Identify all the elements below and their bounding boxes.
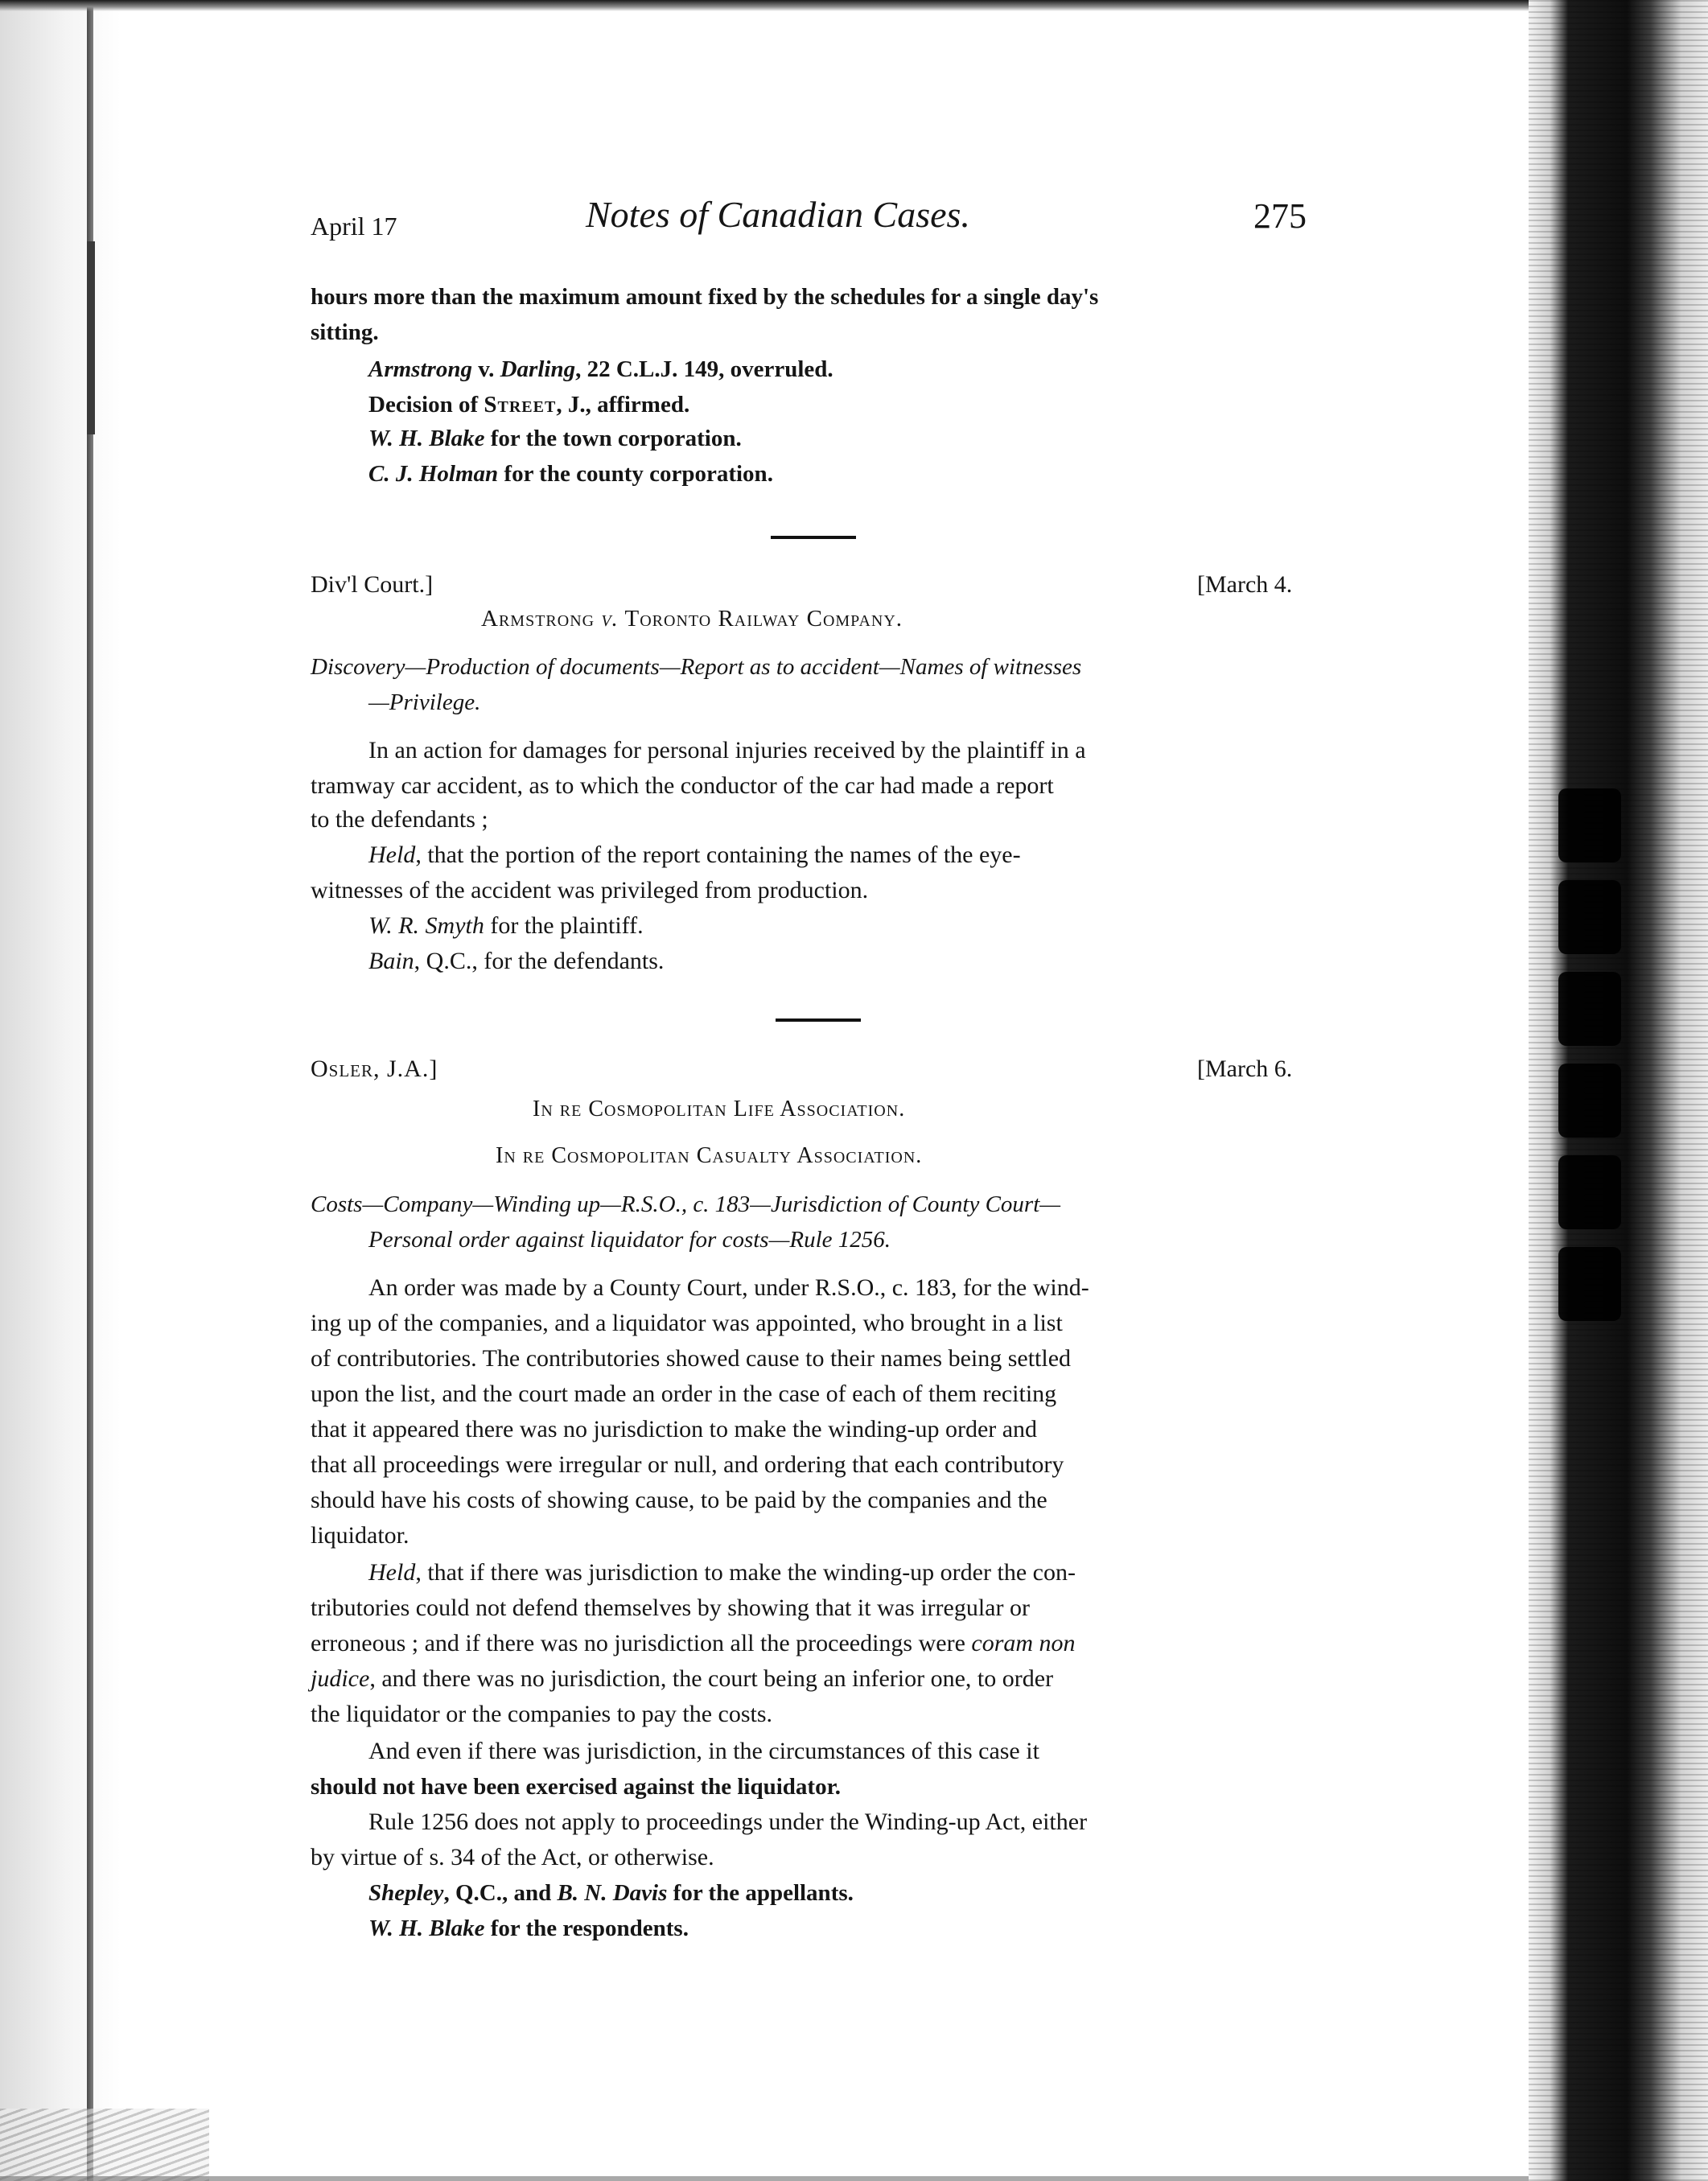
- held-label: Held: [368, 1559, 416, 1586]
- header-date: April 17: [311, 212, 397, 241]
- case3-headnote-line2: Personal order against liquidator for costs—Rule 1256.: [368, 1227, 891, 1253]
- case3-paragraph4-line1: Rule 1256 does not apply to proceedings under the Winding-up Act, either: [368, 1809, 1088, 1835]
- case1-counsel2: C. J. Holman for the county corporation.: [368, 461, 773, 487]
- case3-paragraph1-line: upon the list, and the court made an order in the case of each of them reciting: [311, 1381, 1057, 1407]
- case3-title1: In re Cosmopolitan Life Association.: [533, 1097, 906, 1121]
- spine-lettering-marks: [1541, 788, 1638, 1416]
- case1-counsel1: W. H. Blake for the town corporation.: [368, 426, 742, 451]
- counsel-name: Bain: [368, 948, 414, 974]
- case2-paragraph-line1: In an action for damages for personal injuries received by the plaintiff in a: [368, 737, 1086, 763]
- case-name: Darling: [500, 356, 576, 382]
- case2-held-line1: Held, that the portion of the report containing the names of the eye-: [368, 842, 1021, 868]
- counsel-name: W. H. Blake: [368, 1916, 485, 1941]
- counsel-name: W. H. Blake: [368, 426, 485, 451]
- case2-court: Div'l Court.]: [311, 571, 434, 598]
- case3-held-line5: the liquidator or the companies to pay the costs.: [311, 1701, 773, 1727]
- case2-headnote-line1: Discovery—Production of documents—Report as to accident—Names of witnesses: [311, 654, 1082, 680]
- case3-held-line4: judice, and there was no jurisdiction, the court being an inferior one, to order: [311, 1665, 1054, 1692]
- case2-date: [March 4.: [1197, 571, 1293, 598]
- case1-decision: Decision of Street, J., affirmed.: [368, 392, 690, 418]
- case2-title: Armstrong v. Toronto Railway Company.: [481, 606, 903, 632]
- judge-name: Street: [484, 392, 557, 418]
- scan-top-shadow: [0, 0, 1529, 11]
- case3-held-line1: Held, that if there was jurisdiction to make the winding-up order the con-: [368, 1559, 1076, 1586]
- section-divider: [771, 536, 856, 539]
- counsel-name: Shepley: [368, 1880, 444, 1906]
- case3-paragraph3-line2: should not have been exercised against the liquidator.: [311, 1774, 842, 1800]
- case3-court: Osler, J.A.]: [311, 1056, 438, 1082]
- case3-title2: In re Cosmopolitan Casualty Association.: [496, 1143, 923, 1168]
- case3-counsel2: W. H. Blake for the respondents.: [368, 1916, 689, 1941]
- case2-headnote-line2: —Privilege.: [368, 689, 481, 715]
- case2-paragraph-line2: tramway car accident, as to which the conductor of the car had made a report: [311, 772, 1054, 799]
- case3-headnote-line1: Costs—Company—Winding up—R.S.O., c. 183—Jurisdiction of County Court—: [311, 1191, 1061, 1217]
- case3-date: [March 6.: [1197, 1056, 1293, 1082]
- case2-held-line2: witnesses of the accident was privileged from production.: [311, 877, 869, 903]
- case-name: Armstrong: [368, 356, 472, 382]
- case1-citation: Armstrong v. Darling, 22 C.L.J. 149, overruled.: [368, 356, 833, 382]
- case3-held-line3: erroneous ; and if there was no jurisdiction all the proceedings were coram non: [311, 1630, 1076, 1656]
- counsel-name: B. N. Davis: [557, 1880, 668, 1906]
- scan-left-bracket: [87, 241, 95, 434]
- case2-paragraph-line3: to the defendants ;: [311, 806, 488, 833]
- case2-counsel2: Bain, Q.C., for the defendants.: [368, 948, 665, 974]
- case3-paragraph4-line2: by virtue of s. 34 of the Act, or otherwise.: [311, 1844, 714, 1870]
- section-divider: [776, 1018, 861, 1022]
- case3-counsel1: Shepley, Q.C., and B. N. Davis for the appellants.: [368, 1880, 854, 1906]
- scan-bottom-edge: [0, 2176, 1529, 2181]
- case3-paragraph3-line1: And even if there was jurisdiction, in the circumstances of this case it: [368, 1738, 1039, 1764]
- case3-paragraph1-line: liquidator.: [311, 1522, 410, 1549]
- case3-paragraph1-line: ing up of the companies, and a liquidator was appointed, who brought in a list: [311, 1310, 1063, 1336]
- counsel-name: C. J. Holman: [368, 461, 499, 487]
- case3-paragraph1-line: of contributories. The contributories showed cause to their names being settled: [311, 1345, 1072, 1372]
- case3-held-line2: tributories could not defend themselves by showing that it was irregular or: [311, 1595, 1030, 1621]
- case3-paragraph1-line: that all proceedings were irregular or null, and ordering that each contributory: [311, 1451, 1064, 1478]
- case3-paragraph1-line: that it appeared there was no jurisdiction to make the winding-up order and: [311, 1416, 1038, 1442]
- held-label: Held: [368, 842, 416, 868]
- case3-paragraph1-line: An order was made by a County Court, under R.S.O., c. 183, for the wind-: [368, 1274, 1089, 1301]
- scan-left-margin: [0, 0, 121, 2181]
- header-title: Notes of Canadian Cases.: [586, 194, 970, 235]
- counsel-name: W. R. Smyth: [368, 912, 484, 939]
- scan-bottom-smudge: [0, 2109, 209, 2181]
- case1-text-line2: sitting.: [311, 319, 379, 345]
- case3-paragraph1-line: should have his costs of showing cause, to be paid by the companies and the: [311, 1487, 1047, 1513]
- page-number: 275: [1253, 196, 1307, 236]
- case1-text-line1: hours more than the maximum amount fixed by the schedules for a single day's: [311, 284, 1099, 310]
- case2-counsel1: W. R. Smyth for the plaintiff.: [368, 912, 644, 939]
